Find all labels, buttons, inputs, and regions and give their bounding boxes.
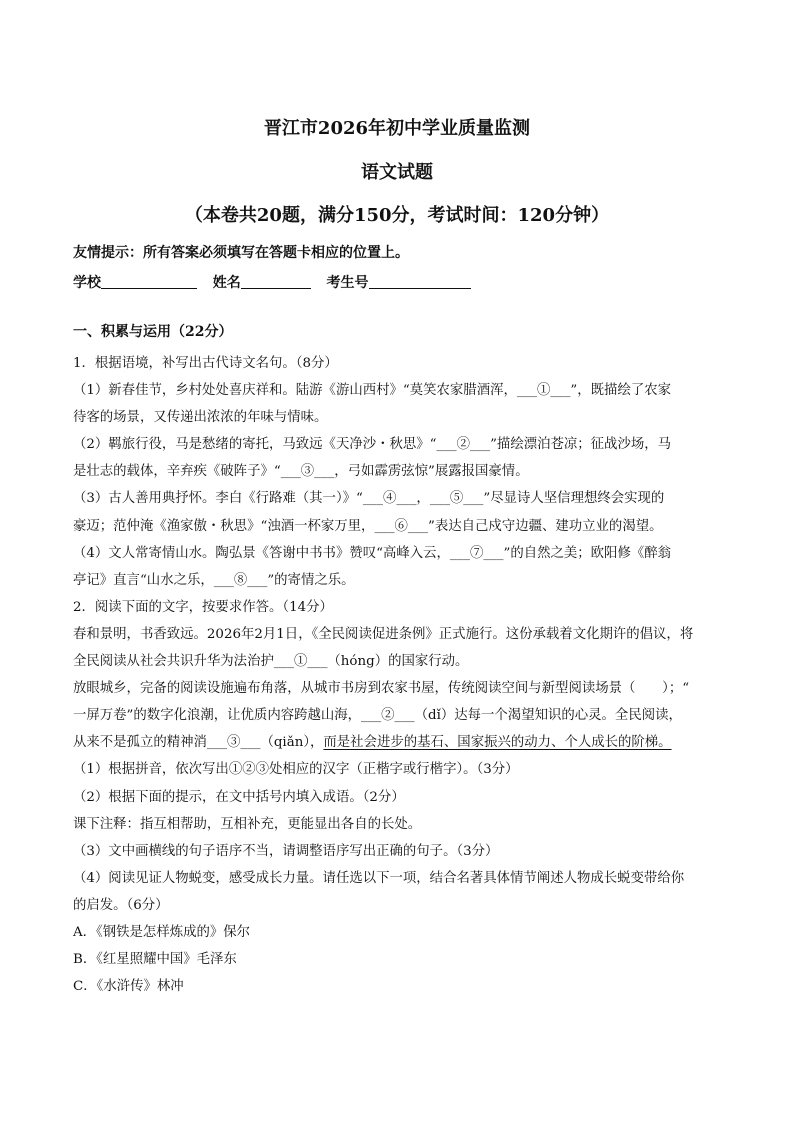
text-line: 课下注释：指互相帮助，互相补充，更能显出各自的长处。 — [73, 816, 422, 832]
name-label: 姓名 — [212, 275, 241, 291]
text-line: 豪迈；范仲淹《渔家傲・秋思》“浊酒一杯家万里，___⑥___”表达自己戍守边疆、建功立业的渴望。 — [73, 518, 663, 534]
text-line: （1）新春佳节，乡村处处喜庆祥和。陆游《游山西村》“莫笑农家腊酒浑，___①___”，既描绘了农家 — [73, 383, 672, 399]
text-line-start: 从来不是孤立的精神消___③___（qiǎn）， — [73, 735, 324, 751]
option-a: A．《钢铁是怎样炼成的》保尔 — [73, 924, 251, 940]
text-line — [73, 729, 723, 756]
friendly-hint: 友情提示：所有答案必须填写在答题卡相应的位置上。 — [73, 245, 409, 261]
question-body — [73, 350, 723, 1000]
text-line: 亭记》直言“山水之乐，___⑧___”的寄情之乐。 — [73, 572, 355, 588]
option-b: B．《红星照耀中国》毛泽东 — [73, 952, 237, 968]
school-blank[interactable] — [101, 274, 197, 289]
underlined-sentence: 而是社会进步的基石、国家振兴的动力、个人成长的阶梯。 — [323, 735, 672, 751]
id-label: 考生号 — [326, 275, 369, 291]
id-blank[interactable] — [369, 274, 471, 289]
exam-title: 晋江市2026年初中学业质量监测 — [263, 118, 531, 139]
text-line: 2．阅读下面的文字，按要求作答。（14分） — [73, 599, 333, 615]
text-line: 1．根据语境，补写出古代诗文名句。（8分） — [73, 356, 338, 371]
text-line: 一屏万卷”的数字化浪潮，让优质内容跨越山海，___②___（dǐ）达每一个渴望知识的心灵。全民阅读， — [73, 708, 682, 724]
text-line: 放眼城乡，完备的阅读设施遍布角落，从城市书房到农家书屋，传统阅读空间与新型阅读场景（ ）；“ — [73, 681, 690, 697]
text-line: （4）文人常寄情山水。陶弘景《答谢中书书》赞叹“高峰入云，___⑦___”的自然之美；欧阳修《醉翁 — [73, 545, 672, 561]
exam-meta: （本卷共20题，满分150分，考试时间：120分钟） — [184, 205, 610, 226]
text-line: （2）根据下面的提示，在文中括号内填入成语。（2分） — [73, 789, 405, 805]
school-label: 学校 — [73, 275, 101, 291]
candidate-fields — [73, 272, 471, 292]
text-line: （3）文中画横线的句子语序不当，请调整语序写出正确的句子。（3分） — [73, 843, 499, 859]
text-line: （2）羁旅行役，马是愁绪的寄托，马致远《天净沙・秋思》“___②___”描绘漂泊苍凉；征战沙场，马 — [73, 437, 672, 453]
section-title: 一、积累与运用（22分） — [73, 324, 233, 340]
text-line: 全民阅读从社会共识升华为法治护___①___（hóng）的国家行动。 — [73, 654, 469, 670]
text-line: 的启发。（6分） — [73, 897, 169, 913]
text-line: （4）阅读见证人物蜕变，感受成长力量。请任选以下一项，结合名著具体情节阐述人物成长蜕变带给你 — [73, 870, 685, 886]
text-line: （3）古人善用典抒怀。李白《行路难（其一）》“___④___，___⑤___”尽显诗人坚信理想终会实现的 — [73, 491, 665, 507]
text-line: 待客的场景，又传递出浓浓的年味与情味。 — [73, 410, 328, 426]
text-line: （1）根据拼音，依次写出①②③处相应的汉字（正楷字或行楷字）。（3分） — [73, 762, 519, 778]
name-blank[interactable] — [241, 274, 311, 289]
option-c: C．《水浒传》林冲 — [73, 979, 184, 995]
exam-subtitle: 语文试题 — [361, 162, 433, 183]
text-line: 是壮志的载体，辛弃疾《破阵子》“___③___，弓如霹雳弦惊”展露报国豪情。 — [73, 464, 529, 480]
text-line: 春和景明，书香致远。2026年2月1日，《全民阅读促进条例》正式施行。这份承载着文化期许的倡议，将 — [73, 626, 694, 642]
